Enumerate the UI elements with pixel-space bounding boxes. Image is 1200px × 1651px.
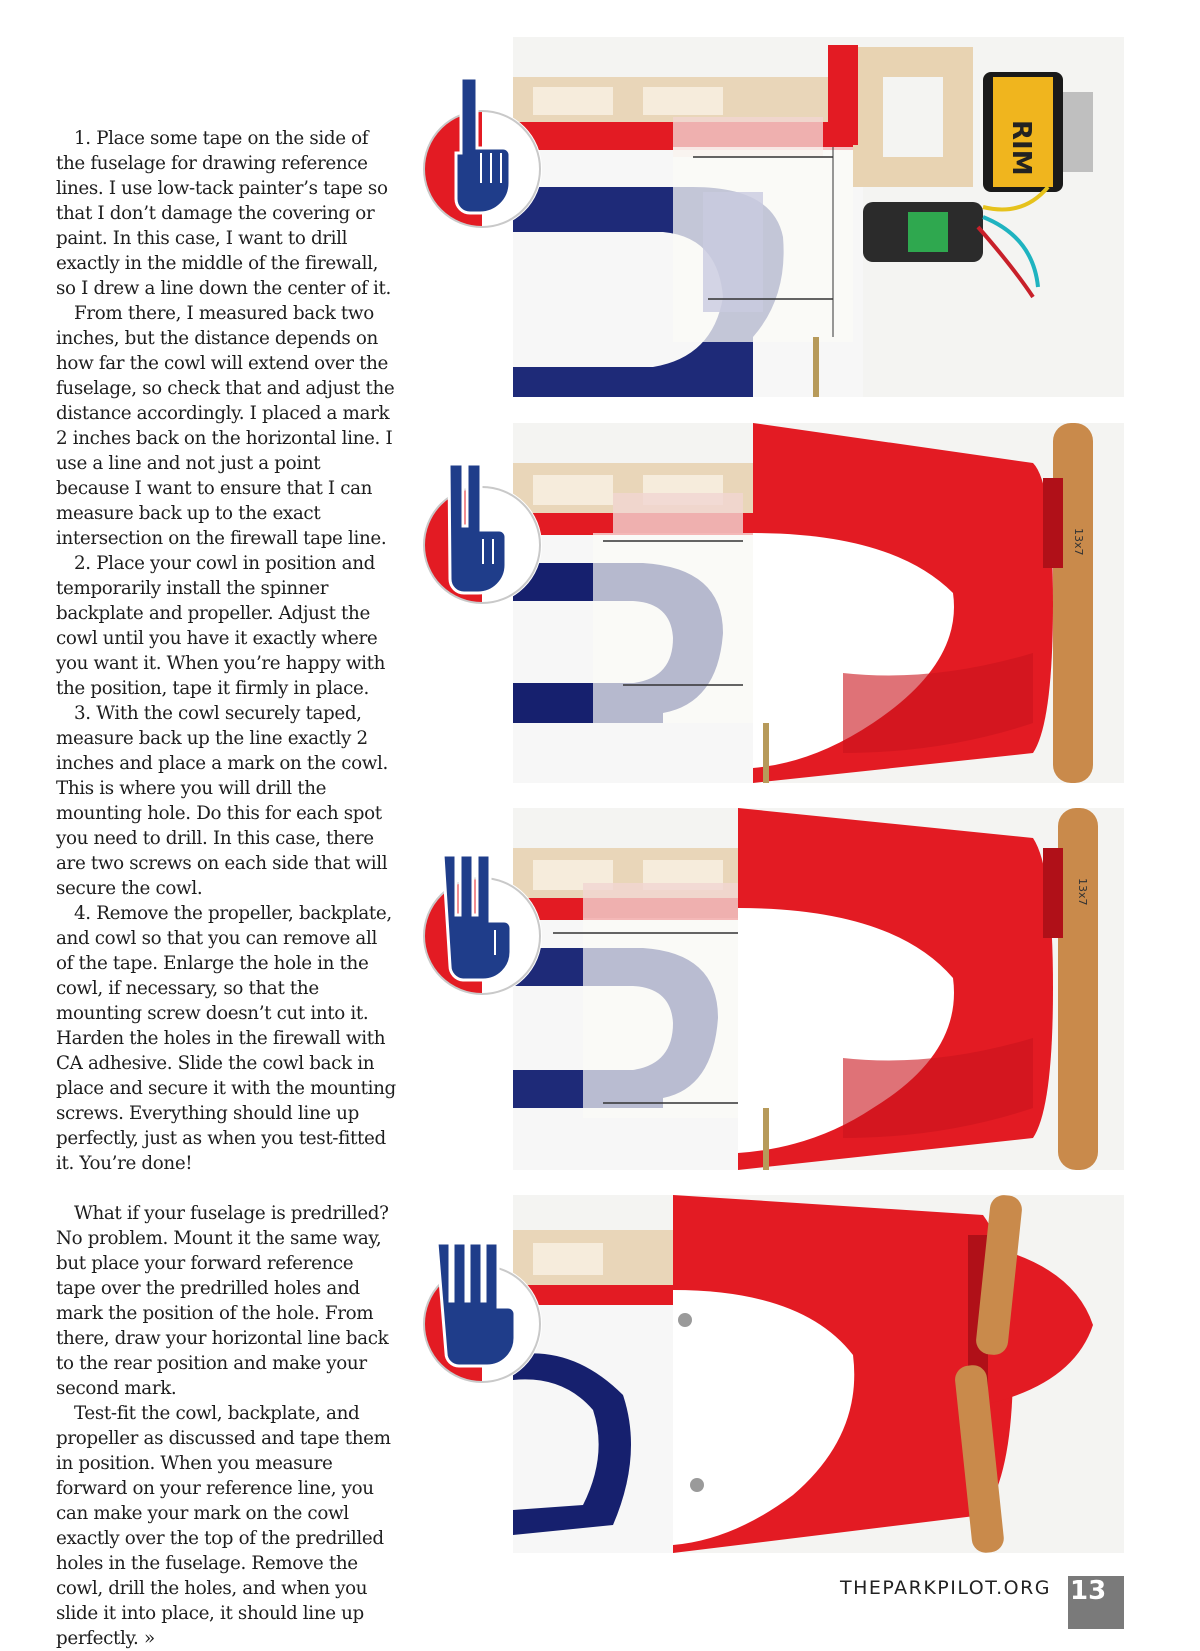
photo-step-3 — [513, 808, 1124, 1170]
photo-step-2 — [513, 423, 1124, 783]
photo-step-1 — [513, 37, 1124, 397]
footer-site-name: THEPARKPILOT.ORG — [840, 1577, 1051, 1599]
prop-label-3: 13x7 — [1076, 878, 1089, 906]
hand-two-fingers-icon — [421, 484, 543, 606]
hand-three-fingers-icon — [421, 875, 543, 997]
step-3-badge — [421, 875, 543, 997]
step-1-paragraph: 1. Place some tape on the side of the fuselage for drawing reference lines. I use low-tack painter’s tape so that I don’t damage the covering or paint. In this case, I want to drill exactly in the middle of the firewall, so I drew a line down the center of it. — [56, 128, 391, 299]
motor-label: RIM — [1006, 120, 1036, 176]
measure-paragraph: From there, I measured back two inches, but the distance depends on how far the cowl will extend over the fuselage, so check that and adjust the distance accordingly. I placed a mark 2 inches back on the horizontal line. I use a line and not just a point because I want to ensure that I can measure back up to the exact intersection on the firewall tape line. — [56, 303, 395, 549]
step-2-badge — [421, 484, 543, 606]
hand-one-finger-icon — [421, 108, 543, 230]
step-4-paragraph: 4. Remove the propeller, backplate, and cowl so that you can remove all of the tape. Enlarge the hole in the cowl, if necessary, so that the mounting screw doesn’t cut into it. Harden the holes in the firewall with CA adhesive. Slide the cowl back in place and secure it with the mounting screws. Everything should line up perfectly, just as when you test-fitted it. You’re done! — [56, 903, 396, 1174]
hand-four-fingers-icon — [421, 1263, 543, 1385]
step-2-paragraph: 2. Place your cowl in position and temporarily install the spinner backplate and propeller. Adjust the cowl until you have it exactly where you want it. When you’re happy with the position, tape it firmly in place. — [56, 553, 386, 699]
predrilled-paragraph: What if your fuselage is predrilled? No problem. Mount it the same way, but place your forward reference tape over the predrilled holes and mark the position of the hole. From there, draw your horizontal line back to the rear position and make your second mark. — [56, 1203, 389, 1399]
test-fit-paragraph: Test-fit the cowl, backplate, and propeller as discussed and tape them in position. When you measure forward on your reference line, you can make your mark on the cowl exactly over the top of the predrilled holes in the fuselage. Remove the cowl, drill the holes, and when you slide it into place, it should line up perfectly. » — [56, 1403, 391, 1649]
article-body — [56, 126, 396, 1651]
page-number: 13 — [1068, 1576, 1124, 1629]
step-1-badge — [421, 108, 543, 230]
prop-label-2: 13x7 — [1072, 528, 1085, 556]
photo-step-4 — [513, 1195, 1124, 1553]
step-4-badge — [421, 1263, 543, 1385]
step-3-paragraph: 3. With the cowl securely taped, measure back up the line exactly 2 inches and place a mark on the cowl. This is where you will drill the mounting hole. Do this for each spot you need to drill. In this case, there are two screws on each side that will secure the cowl. — [56, 703, 389, 899]
